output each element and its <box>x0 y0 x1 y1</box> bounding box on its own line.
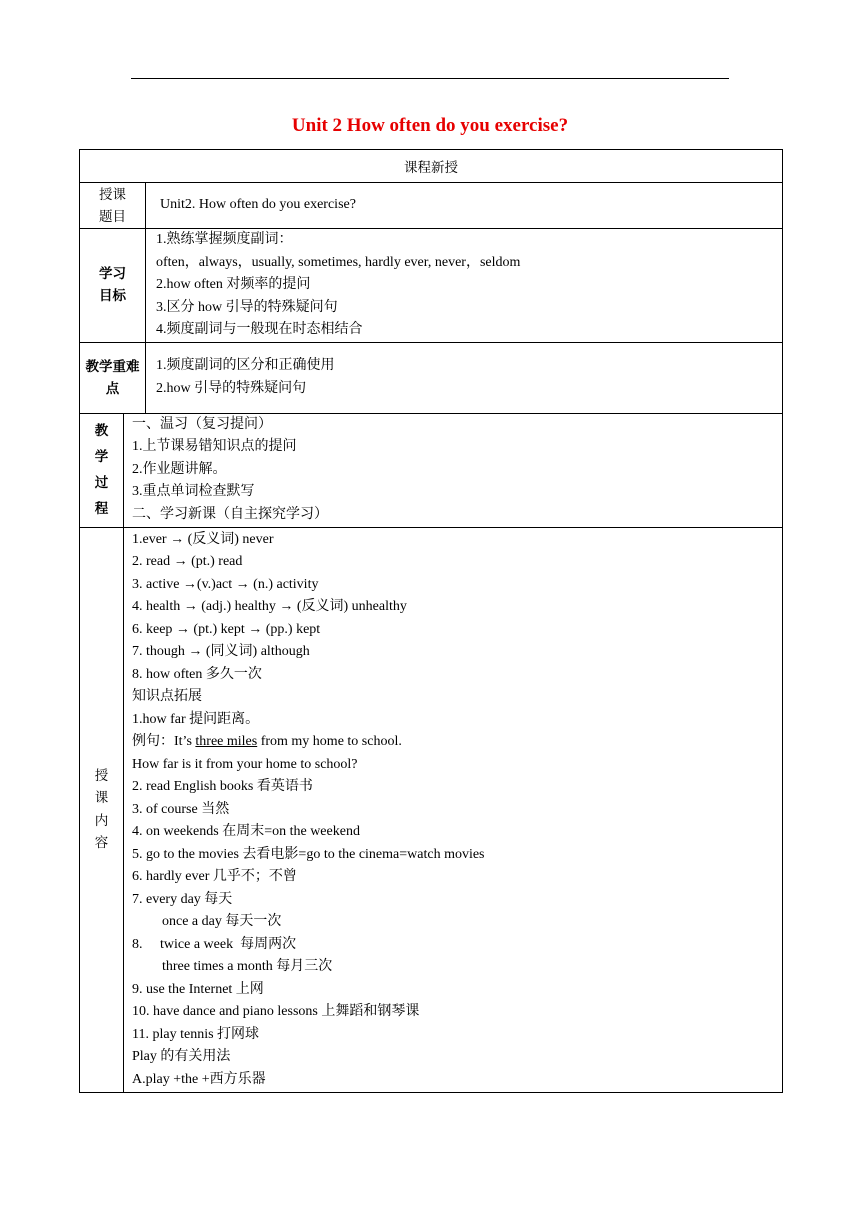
process-label-char: 教 <box>94 423 109 439</box>
content-line: 知识点拓展 <box>132 689 202 704</box>
objectives-label-line1: 学习 <box>99 266 126 283</box>
content-line: 6. keep → (pt.) kept → (pp.) kept <box>132 621 321 637</box>
process-label-char: 学 <box>94 449 109 465</box>
content-line: 2. read English books 看英语书 <box>132 779 313 794</box>
content-label-char: 容 <box>94 835 109 851</box>
content-line: 9. use the Internet 上网 <box>132 981 264 997</box>
topic-value: Unit2. How often do you exercise? <box>146 183 783 229</box>
content-label <box>80 527 124 1092</box>
topic-label <box>80 183 146 229</box>
process-label-char: 过 <box>94 475 109 491</box>
objective-line: 3.区分 how 引导的特殊疑问句 <box>156 299 338 315</box>
process-label-char: 程 <box>94 501 109 517</box>
process-line: 1.上节课易错知识点的提问 <box>132 439 297 455</box>
content-label-char: 课 <box>94 790 109 806</box>
content-line: 5. go to the movies 去看电影=go to the cinema=watch movies <box>132 846 485 862</box>
content-line: 4. health → (adj.) healthy → (反义词) unhealthy <box>132 599 407 614</box>
content-line: 8. how often 多久一次 <box>132 666 262 682</box>
content-line: 1.how far 提问距离。 <box>132 711 260 727</box>
header-rule <box>131 78 729 79</box>
content-line: 1.ever → (反义词) never <box>132 531 274 547</box>
content-label-char: 授 <box>94 767 109 784</box>
content-label-char: 内 <box>94 812 109 829</box>
objectives-label-line2: 目标 <box>99 288 126 305</box>
content-line: 7. though → (同义词) although <box>132 644 310 659</box>
content-line: 4. on weekends 在周末=on the weekend <box>132 824 360 839</box>
content-line: 7. every day 每天 <box>132 891 233 907</box>
content-line: How far is it from your home to school? <box>132 756 358 772</box>
example-underlined: three miles <box>195 734 258 749</box>
example-prefix: 例句：It’s <box>132 734 196 749</box>
key-point-line: 1.频度副词的区分和正确使用 <box>156 358 335 373</box>
table-header: 课程新授 <box>80 150 783 183</box>
content-line: A.play +the +西方乐器 <box>132 1071 266 1087</box>
page-title: Unit 2 How often do you exercise? <box>291 115 569 136</box>
header-row <box>80 150 783 183</box>
process-label <box>80 413 124 527</box>
topic-label-line2: 题目 <box>99 208 126 225</box>
topic-label-line1: 授课 <box>99 186 126 203</box>
process-row <box>80 413 783 527</box>
key-points-content <box>146 342 783 413</box>
process-line: 2.作业题讲解。 <box>132 461 227 477</box>
process-line: 二、学习新课（自主探究学习） <box>132 506 328 522</box>
content-line: three times a month 每月三次 <box>162 959 333 974</box>
content-line: 6. hardly ever 几乎不；不曾 <box>132 869 297 884</box>
content-line: Play 的有关用法 <box>132 1049 231 1064</box>
objective-line: 4.频度副词与一般现在时态相结合 <box>156 322 363 337</box>
content-line: 2. read → (pt.) read <box>132 554 243 569</box>
objectives-content <box>146 229 783 343</box>
content-line: 3. of course 当然 <box>132 801 230 817</box>
objective-line: 2.how often 对频率的提问 <box>156 277 311 292</box>
content-line: 10. have dance and piano lessons 上舞蹈和钢琴课 <box>132 1004 420 1019</box>
content-body <box>124 527 783 1092</box>
process-content <box>124 413 783 527</box>
key-points-label: 教学重难点 <box>80 342 146 413</box>
content-line: 8. twice a week 每周两次 <box>132 936 297 952</box>
process-line: 3.重点单词检查默写 <box>132 484 255 500</box>
content-line: 11. play tennis 打网球 <box>132 1026 260 1042</box>
process-line: 一、温习（复习提问） <box>132 416 272 432</box>
objectives-row <box>80 229 783 343</box>
objective-line: 1.熟练掌握频度副词： <box>156 232 293 247</box>
content-line: once a day 每天一次 <box>162 914 282 929</box>
objective-line: often，always，usually, sometimes, hardly ever, never，seldom <box>156 254 521 270</box>
example-suffix: from my home to school. <box>257 734 402 749</box>
content-line: 3. active →(v.)act → (n.) activity <box>132 576 319 592</box>
objectives-label <box>80 229 146 343</box>
topic-row <box>80 183 783 229</box>
lesson-table <box>79 149 783 1093</box>
key-points-row <box>80 342 783 413</box>
key-point-line: 2.how 引导的特殊疑问句 <box>156 380 307 396</box>
content-row <box>80 527 783 1092</box>
example-sentence <box>132 731 782 754</box>
